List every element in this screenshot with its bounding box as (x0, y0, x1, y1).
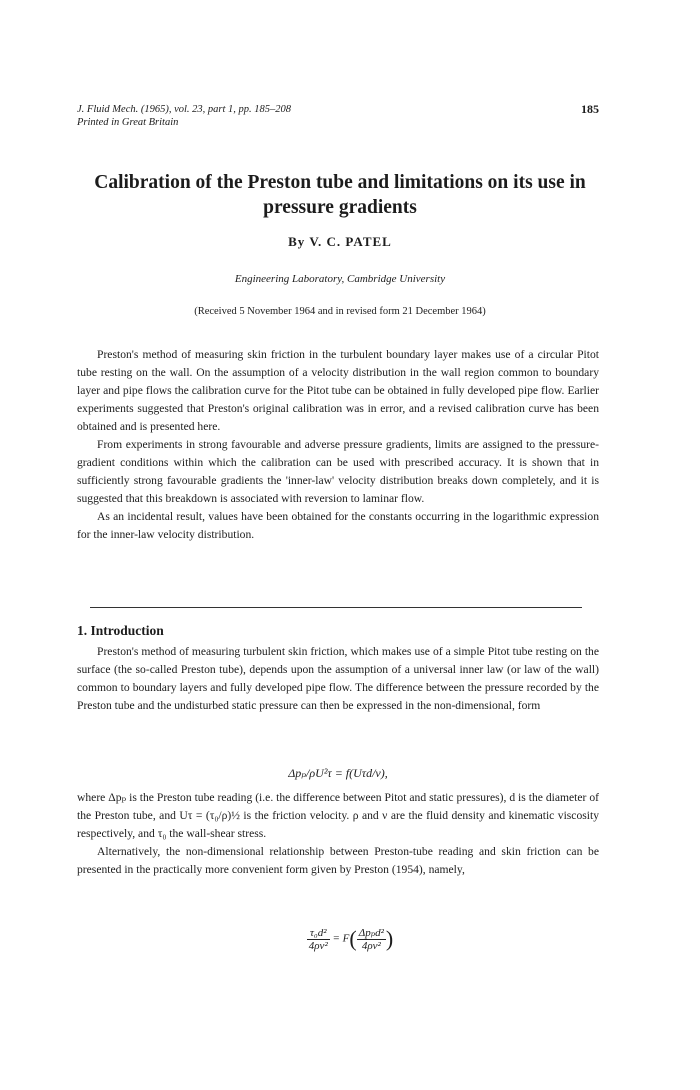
affiliation: Engineering Laboratory, Cambridge University (234, 273, 446, 285)
body-paragraph: where Δpₚ is the Preston tube reading (i.e. the difference between Pitot and static pressures), d is the diameter of the Preston tube, and Uτ = (τ₀/ρ)½ is the friction velocity. ρ and ν are the fluid density and kinematic viscosity respectively, and τ₀ the wall-shear stress. (77, 791, 599, 840)
introduction-text-2 (77, 789, 599, 879)
abstract-paragraph: From experiments in strong favourable and adverse pressure gradients, limits are assigned to the pressure-gradient conditions within which the calibration can be used with prescribed accuracy. It is shown that in sufficiently strong favourable gradients the 'inner-law' velocity distribution breaks down completely, and it is suggested that this breakdown is associated with reversion to laminar flow. (77, 438, 599, 505)
printed-note: Printed in Great Britain (77, 117, 179, 128)
rhs-denominator: 4ρν² (361, 940, 381, 952)
equation-2 (270, 926, 430, 952)
body-paragraph: Preston's method of measuring turbulent skin friction, which makes use of a simple Pitot tube resting on the surface (the so-called Preston tube), depends upon the assumption of a universal inner law (or law of the wall) common to boundary layers and fully developed pipe flow. The difference between the pressure recorded by the Preston tube and the undisturbed static pressure can then be expressed in the non-dimensional, form (77, 645, 599, 712)
equation-rhs-fraction (357, 926, 386, 952)
lhs-denominator: 4ρν² (308, 939, 328, 952)
section-heading: 1. Introduction (77, 623, 164, 638)
running-head (77, 103, 599, 129)
page-number: 185 (581, 102, 599, 116)
introduction-text (77, 643, 599, 715)
body-paragraph: Alternatively, the non-dimensional relationship between Preston-tube reading and skin friction can be presented in the practically more convenient form given by Preston (1954), namely, (77, 845, 599, 876)
abstract (77, 346, 599, 544)
paren-open: ( (349, 926, 357, 951)
equation-1: Δpₚ/ρU²τ = f(Uτd/ν), (288, 766, 388, 780)
abstract-paragraph: Preston's method of measuring skin friction in the turbulent boundary layer makes use of a circular Pitot tube resting on the wall. On the assumption of a velocity distribution in the wall region common to boundary layer and pipe flows the calibration curve for the Pitot tube can be obtained in fully developed pipe flow. Earlier experiments suggested that Preston's original calibration was in error, and a revised calibration curve has been obtained and is presented here. (77, 348, 599, 433)
function-symbol: = F (332, 932, 350, 945)
abstract-paragraph: As an incidental result, values have been obtained for the constants occurring in the logarithmic expression for the inner-law velocity distribution. (77, 510, 599, 541)
journal-citation: J. Fluid Mech. (1965), vol. 23, part 1, pp. 185–208 (77, 104, 292, 115)
lhs-numerator: τ₀d² (307, 927, 330, 940)
section-divider (90, 607, 582, 608)
rhs-numerator: Δpₚd² (358, 927, 384, 939)
paper-title: Calibration of the Preston tube and limitations on its use in pressure gradients (94, 172, 586, 218)
paren-close: ) (385, 926, 394, 951)
author-line: By V. C. PATEL (288, 234, 392, 249)
received-dates: (Received 5 November 1964 and in revised form 21 December 1964) (194, 306, 486, 317)
equation-lhs-fraction (307, 927, 330, 952)
